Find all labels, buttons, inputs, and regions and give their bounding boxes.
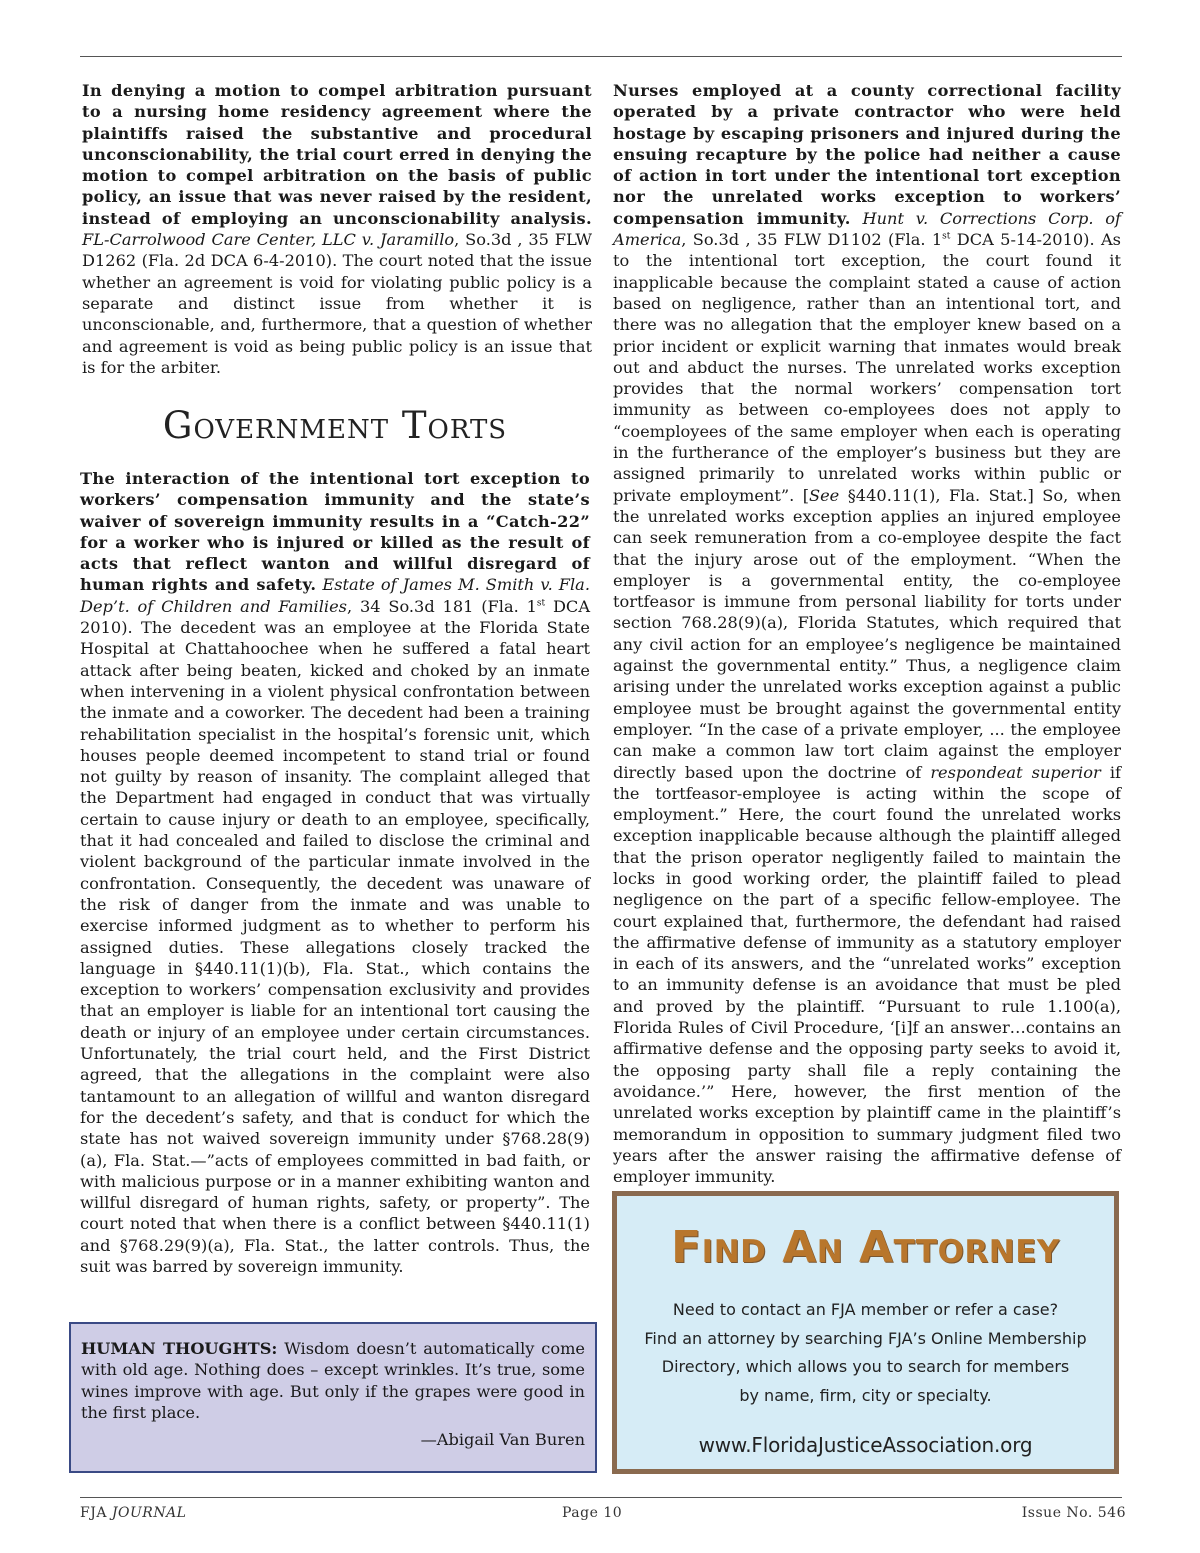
catch22-cite: , 34 So.3d 181 (Fla. 1 [346, 596, 537, 616]
find-attorney-title: Find An Attorney [671, 1222, 1060, 1273]
right-column [613, 80, 1121, 1187]
footer-issue-number: Issue No. 546 [1021, 1505, 1126, 1521]
find-attorney-line-4: by name, firm, city or specialty. [739, 1385, 992, 1405]
nurses-lead: Nurses employed at a county correctional facility operated by a private contractor who were held hostage by escaping prisoners and injured during the ensuing recapture by the police had neither a cause of action in tort under the intentional tort exception nor the unrelated works exception to workers’ compensation immunity. [613, 81, 1121, 228]
nurses-body-b: §440.11(1), Fla. Stat.] So, when the unrelated works exception applies an injured employee can seek remuneration from a co-employee despite the fact that the injury arose out of the employment. “When the employer is a governmental entity, the co-employee tortfeasor is immune from personal liability for torts under section 768.28(9)(a), Florida Statutes, which required that any civil action for an employee’s negligence be maintained against the governmental entity.” Thus, a negligence claim arising under the unrelated works exception against a public employee must be brought against the governmental entity employer. “In the case of a private employer, ... the employee can make a common law tort claim against the employer directly based upon the doctrine of [613, 485, 1121, 782]
human-thoughts-label: HUMAN THOUGHTS: [81, 1339, 278, 1358]
nurses-latin-term: respondeat superior [930, 762, 1101, 782]
nurses-case-name: Hunt v. Corrections Corp. of America [613, 208, 1122, 250]
human-thoughts-quote: Wisdom doesn’t automatically come with old age. Nothing does – except wrinkles. It’s true, some wines improve with age. But only if the grapes were good in the first place. [81, 1339, 585, 1422]
top-rule [80, 56, 1122, 57]
left-column-bottom [80, 468, 590, 1277]
arbitration-case-name: FL-Carrolwood Care Center, LLC v. Jaramillo [82, 230, 455, 250]
nurses-body-c: if the tortfeasor-employee is acting within the scope of employment.” Here, the court found the unrelated works exception inapplicable because although the plaintiff alleged that the prison operator negligently failed to maintain the locks in good working order, the plaintiff failed to plead negligence on the part of a specific fellow-employee. The court explained that, furthermore, the defendant had raised the affirmative defense of immunity as a statutory employer in each of its answers, and the “unrelated works” exception to an immunity defense is an avoidance that must be pled and proved by the plaintiff. “Pursuant to rule 1.100(a), Florida Rules of Civil Procedure, ‘[i]f an answer…contains an affirmative defense and the opposing party seeks to avoid it, the opposing party shall file a reply containing the avoidance.’” Here, however, the first mention of the unrelated works exception by plaintiff came in the plaintiff’s memorandum in opposition to summary judgment filed two years after the answer raising the affirmative defense of employer immunity. [613, 762, 1121, 1187]
arbitration-lead: In denying a motion to compel arbitration pursuant to a nursing home residency agreement where the plaintiffs raised the substantive and procedural unconscionability, the trial court erred in denying the motion to compel arbitration on the basis of public policy, an issue that was never raised by the resident, instead of employing an unconscionability analysis. [82, 81, 592, 228]
find-attorney-line-3: Directory, which allows you to search for members [661, 1357, 1070, 1376]
catch22-case-name: Estate of James M. Smith v. Fla. Dep’t. of Children and Families [80, 575, 590, 616]
footer-publication-prefix: FJA [80, 1505, 107, 1521]
catch22-cite-sup: st [536, 598, 546, 609]
human-thoughts-attribution: —Abigail Van Buren [420, 1430, 585, 1450]
footer-page-number: Page 10 [562, 1505, 623, 1521]
catch22-paragraph [80, 468, 590, 1277]
human-thoughts-quote-block [81, 1338, 585, 1423]
arbitration-body: , So.3d , 35 FLW D1262 (Fla. 2d DCA 6-4-2010). The court noted that the issue whether an agreement is void for violating public policy is a separate and distinct issue from whether it is unconscionable, and, furthermore, that a question of whether and agreement is void as being public policy is an issue that is for the arbiter. [82, 230, 592, 377]
find-attorney-ad [612, 1191, 1119, 1474]
find-attorney-url[interactable]: www.FloridaJusticeAssociation.org [698, 1433, 1033, 1457]
footer-publication-italic: JOURNAL [111, 1505, 187, 1521]
nurses-see: See [809, 485, 840, 505]
nurses-cite-sup: st [942, 231, 951, 242]
find-attorney-line-2: Find an attorney by searching FJA’s Online Membership [644, 1328, 1087, 1348]
find-attorney-body [617, 1296, 1114, 1410]
footer-publication [80, 1505, 186, 1521]
nurses-paragraph [613, 80, 1121, 1187]
human-thoughts-box [69, 1322, 597, 1473]
nurses-body-a: DCA 5-14-2010). As to the intentional tort exception, the court found it inapplicable because the complaint stated a cause of action based on negligence, rather than an intentional tort, and there was no allegation that the employer knew based on a prior incident or explicit warning that inmates would break out and abduct the nurses. The unrelated works exception provides that the normal workers’ compensation tort immunity as between co-employees does not apply to “coemployees of the same employer when each is operating in the furtherance of the employer’s business but they are assigned primarily to unrelated works within public or private employment”. [ [613, 230, 1121, 505]
left-column-top [82, 80, 592, 378]
arbitration-paragraph [82, 80, 592, 378]
nurses-cite: , So.3d , 35 FLW D1102 (Fla. 1 [681, 230, 943, 250]
find-attorney-line-1: Need to contact an FJA member or refer a case? [672, 1300, 1059, 1319]
catch22-body: DCA 2010). The decedent was an employee at the Florida State Hospital at Chattahoochee when he suffered a fatal heart attack after being beaten, kicked and choked by an inmate when intervening in a violent physical confrontation between the inmate and a coworker. The decedent had been a training rehabilitation specialist in the hospital’s forensic unit, which houses people deemed incompetent to stand trial or found not guilty by reason of insanity. The complaint alleged that the Department had engaged in conduct that was virtually certain to cause injury or death to an employee, specifically, that it had concealed and failed to disclose the criminal and violent background of the particular inmate involved in the confrontation. Consequently, the decedent was unaware of the risk of danger from the inmate and was unable to exercise informed judgment as to whether to perform his assigned duties. These allegations closely tracked the language in §440.11(1)(b), Fla. Stat., which contains the exception to workers’ compensation exclusivity and provides that an employer is liable for an intentional tort causing the death or injury of an employee under certain circumstances. Unfortunately, the trial court held, and the First District agreed, that the allegations in the complaint were also tantamount to an allegation of willful and wanton disregard for the decedent’s safety, and that is conduct for which the state has not waived sovereign immunity under §768.28(9)(a), Fla. Stat.—”acts of employees committed in bad faith, or with malicious purpose or in a manner exhibiting wanton and willful disregard of human rights, safety, or property”. The court noted that when there is a conflict between §440.11(1) and §768.29(9)(a), Fla. Stat., the latter controls. Thus, the suit was barred by sovereign immunity. [80, 596, 591, 1276]
section-heading: Government Torts [162, 404, 508, 447]
footer-rule [80, 1497, 1122, 1498]
catch22-lead: The interaction of the intentional tort exception to workers’ compensation immunity and the state’s waiver of sovereign immunity results in a “Catch-22” for a worker who is injured or killed as the result of acts that reflect wanton and willful disregard of human rights and safety. [80, 469, 590, 595]
